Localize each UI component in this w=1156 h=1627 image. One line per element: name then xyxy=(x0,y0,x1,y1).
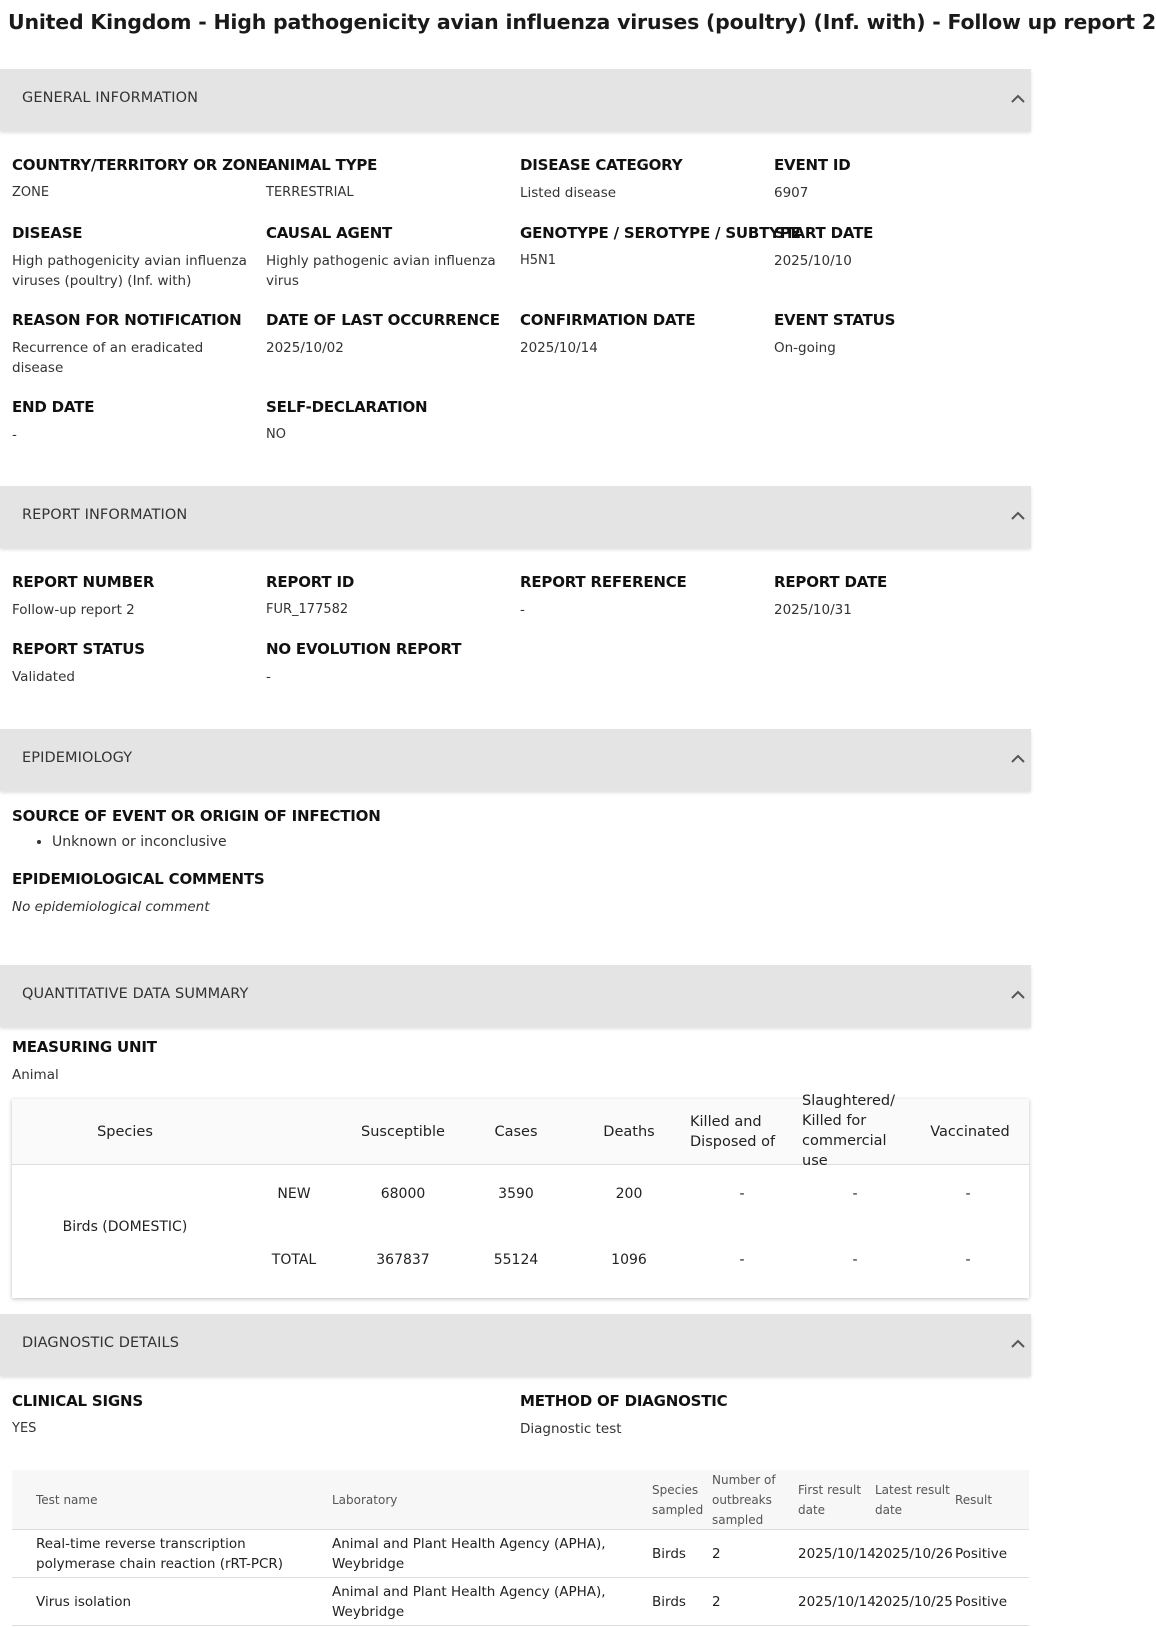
cell-test-name: Real-time reverse transcription polymerase chain reaction (rRT-PCR) xyxy=(36,1536,284,1572)
field-confirmation-date xyxy=(520,311,770,358)
field-label: EVENT ID xyxy=(774,156,851,174)
field-label: END DATE xyxy=(12,398,95,416)
cell-cases: 55124 xyxy=(493,1252,539,1268)
cell-result: Positive xyxy=(955,1546,1008,1562)
field-no-evolution xyxy=(266,640,516,687)
field-value: TERRESTRIAL xyxy=(266,185,354,200)
column-header-species-sampled: Species sampled xyxy=(652,1483,704,1517)
column-header-latest-result-date: Latest result date xyxy=(875,1483,950,1517)
field-value: 2025/10/31 xyxy=(774,602,852,618)
field-label: CONFIRMATION DATE xyxy=(520,311,696,329)
cell-killed: - xyxy=(739,1252,745,1268)
column-header-first-result-date: First result date xyxy=(798,1483,862,1517)
field-label: METHOD OF DIAGNOSTIC xyxy=(520,1392,728,1410)
chevron-up-icon[interactable] xyxy=(1011,511,1025,521)
field-value: NO xyxy=(266,427,286,442)
field-last-occurrence xyxy=(266,311,516,358)
cell-deaths: 1096 xyxy=(611,1252,647,1268)
field-method-of-diagnostic xyxy=(520,1392,770,1439)
column-header-laboratory: Laboratory xyxy=(332,1493,398,1507)
field-label: NO EVOLUTION REPORT xyxy=(266,640,462,658)
page-title: United Kingdom - High pathogenicity avian influenza viruses (poultry) (Inf. with) - Follow up report 2 xyxy=(8,10,1156,34)
section-title-general: GENERAL INFORMATION xyxy=(22,90,199,106)
field-value: High pathogenicity avian influenza viruses (poultry) (Inf. with) xyxy=(12,253,247,289)
section-header-diagnostic[interactable] xyxy=(0,1314,1031,1376)
cell-laboratory: Animal and Plant Health Agency (APHA), Weybridge xyxy=(332,1536,606,1572)
field-label: SELF-DECLARATION xyxy=(266,398,428,416)
field-label: CAUSAL AGENT xyxy=(266,224,393,242)
field-report-reference xyxy=(520,573,770,620)
column-header-killed: Killed and Disposed of xyxy=(690,1114,776,1150)
field-label: REPORT STATUS xyxy=(12,640,145,658)
field-epi-comments xyxy=(12,870,512,917)
column-header-result: Result xyxy=(955,1493,993,1507)
field-label: COUNTRY/TERRITORY OR ZONE xyxy=(12,156,268,174)
field-value: H5N1 xyxy=(520,253,557,268)
section-header-general[interactable] xyxy=(0,69,1031,131)
field-report-date xyxy=(774,573,1024,620)
field-label: REPORT NUMBER xyxy=(12,573,155,591)
column-header-species: Species xyxy=(97,1124,153,1140)
field-value: Diagnostic test xyxy=(520,1421,622,1437)
table-header xyxy=(12,1093,1029,1169)
field-value: Validated xyxy=(12,669,75,685)
section-header-report[interactable] xyxy=(0,486,1031,548)
field-value: Follow-up report 2 xyxy=(12,602,135,618)
field-start-date xyxy=(774,224,1024,271)
field-disease-category xyxy=(520,156,770,203)
cell-cases: 3590 xyxy=(498,1186,534,1202)
table-row xyxy=(12,1530,1029,1578)
field-report-status xyxy=(12,640,262,687)
field-label: REPORT DATE xyxy=(774,573,888,591)
cell-latest-date: 2025/10/25 xyxy=(875,1594,953,1610)
cell-deaths: 200 xyxy=(615,1186,643,1202)
table-header xyxy=(12,1470,1029,1530)
species-cell: Birds (DOMESTIC) xyxy=(62,1219,188,1235)
field-source-of-event xyxy=(12,807,512,825)
field-label: REASON FOR NOTIFICATION xyxy=(12,311,242,329)
field-label: EPIDEMIOLOGICAL COMMENTS xyxy=(12,870,265,888)
cell-slaughtered: - xyxy=(852,1252,858,1268)
field-event-status xyxy=(774,311,1024,358)
field-genotype xyxy=(520,224,801,271)
field-label: REPORT ID xyxy=(266,573,355,591)
field-label: MEASURING UNIT xyxy=(12,1038,157,1056)
column-header-test-name: Test name xyxy=(36,1493,98,1507)
cell-slaughtered: - xyxy=(852,1186,858,1202)
diagnostic-table xyxy=(12,1470,1029,1627)
cell-susceptible: 68000 xyxy=(380,1186,426,1202)
field-value: Highly pathogenic avian influenza virus xyxy=(266,253,496,289)
field-value: Recurrence of an eradicated disease xyxy=(12,340,204,376)
field-value: - xyxy=(266,669,271,685)
field-value: YES xyxy=(12,1421,37,1436)
section-title-epidemiology: EPIDEMIOLOGY xyxy=(22,750,133,766)
field-event-id xyxy=(774,156,1024,203)
section-header-quantitative[interactable] xyxy=(0,965,1031,1027)
cell-first-date: 2025/10/14 xyxy=(798,1546,876,1562)
field-value: FUR_177582 xyxy=(266,602,349,617)
field-end-date xyxy=(12,398,262,445)
chevron-up-icon[interactable] xyxy=(1011,1339,1025,1349)
field-label: GENOTYPE / SEROTYPE / SUBTYPE xyxy=(520,224,801,242)
table-row xyxy=(12,1578,1029,1626)
field-causal-agent xyxy=(266,224,511,291)
chevron-up-icon[interactable] xyxy=(1011,94,1025,104)
field-value: Listed disease xyxy=(520,185,617,201)
field-label: START DATE xyxy=(774,224,874,242)
field-value: 2025/10/14 xyxy=(520,340,598,356)
row-label-new: NEW xyxy=(277,1186,311,1202)
quantitative-table xyxy=(12,1093,1029,1298)
field-label: DATE OF LAST OCCURRENCE xyxy=(266,311,500,329)
cell-outbreaks: 2 xyxy=(712,1594,721,1610)
field-reason xyxy=(12,311,257,378)
field-label: DISEASE CATEGORY xyxy=(520,156,683,174)
section-title-quantitative: QUANTITATIVE DATA SUMMARY xyxy=(22,986,249,1002)
field-measuring-unit xyxy=(12,1038,262,1085)
cell-outbreaks: 2 xyxy=(712,1546,721,1562)
cell-laboratory: Animal and Plant Health Agency (APHA), Weybridge xyxy=(332,1584,606,1620)
section-title-diagnostic: DIAGNOSTIC DETAILS xyxy=(22,1335,180,1351)
column-header-vaccinated: Vaccinated xyxy=(930,1124,1010,1140)
field-clinical-signs xyxy=(12,1392,262,1439)
cell-first-date: 2025/10/14 xyxy=(798,1594,876,1610)
field-disease xyxy=(12,224,257,291)
field-label: REPORT REFERENCE xyxy=(520,573,687,591)
section-title-report: REPORT INFORMATION xyxy=(22,507,188,523)
cell-test-name: Virus isolation xyxy=(36,1594,132,1610)
cell-species: Birds xyxy=(652,1546,686,1562)
field-value: 6907 xyxy=(774,185,809,201)
list-item: • Unknown or inconclusive xyxy=(52,834,227,850)
column-header-susceptible: Susceptible xyxy=(361,1124,445,1140)
field-self-declaration xyxy=(266,398,516,445)
field-label: SOURCE OF EVENT OR ORIGIN OF INFECTION xyxy=(12,807,381,825)
cell-latest-date: 2025/10/26 xyxy=(875,1546,953,1562)
field-value: On-going xyxy=(774,340,836,356)
column-header-outbreaks: Number of outbreaks sampled xyxy=(712,1473,776,1527)
cell-vaccinated: - xyxy=(965,1252,971,1268)
field-value: No epidemiological comment xyxy=(12,899,210,915)
field-report-id xyxy=(266,573,516,620)
row-label-total: TOTAL xyxy=(271,1252,317,1268)
field-label: ANIMAL TYPE xyxy=(266,156,378,174)
section-header-epidemiology[interactable] xyxy=(0,729,1031,791)
field-report-number xyxy=(12,573,262,620)
field-value: - xyxy=(520,602,525,618)
cell-killed: - xyxy=(739,1186,745,1202)
field-label: CLINICAL SIGNS xyxy=(12,1392,143,1410)
chevron-up-icon[interactable] xyxy=(1011,990,1025,1000)
field-value: 2025/10/10 xyxy=(774,253,852,269)
cell-vaccinated: - xyxy=(965,1186,971,1202)
column-header-deaths: Deaths xyxy=(603,1124,655,1140)
field-animal-type xyxy=(266,156,516,203)
field-value: - xyxy=(12,427,17,443)
field-value: 2025/10/02 xyxy=(266,340,344,356)
field-value: Animal xyxy=(12,1067,59,1083)
chevron-up-icon[interactable] xyxy=(1011,754,1025,764)
field-label: EVENT STATUS xyxy=(774,311,896,329)
column-header-cases: Cases xyxy=(494,1124,538,1140)
field-country xyxy=(12,156,268,203)
cell-susceptible: 367837 xyxy=(376,1252,430,1268)
cell-result: Positive xyxy=(955,1594,1008,1610)
field-value: ZONE xyxy=(12,185,50,200)
source-list xyxy=(32,834,227,850)
cell-species: Birds xyxy=(652,1594,686,1610)
field-label: DISEASE xyxy=(12,224,83,242)
column-header-slaughtered: Slaughtered/ Killed for commercial use xyxy=(802,1093,895,1169)
